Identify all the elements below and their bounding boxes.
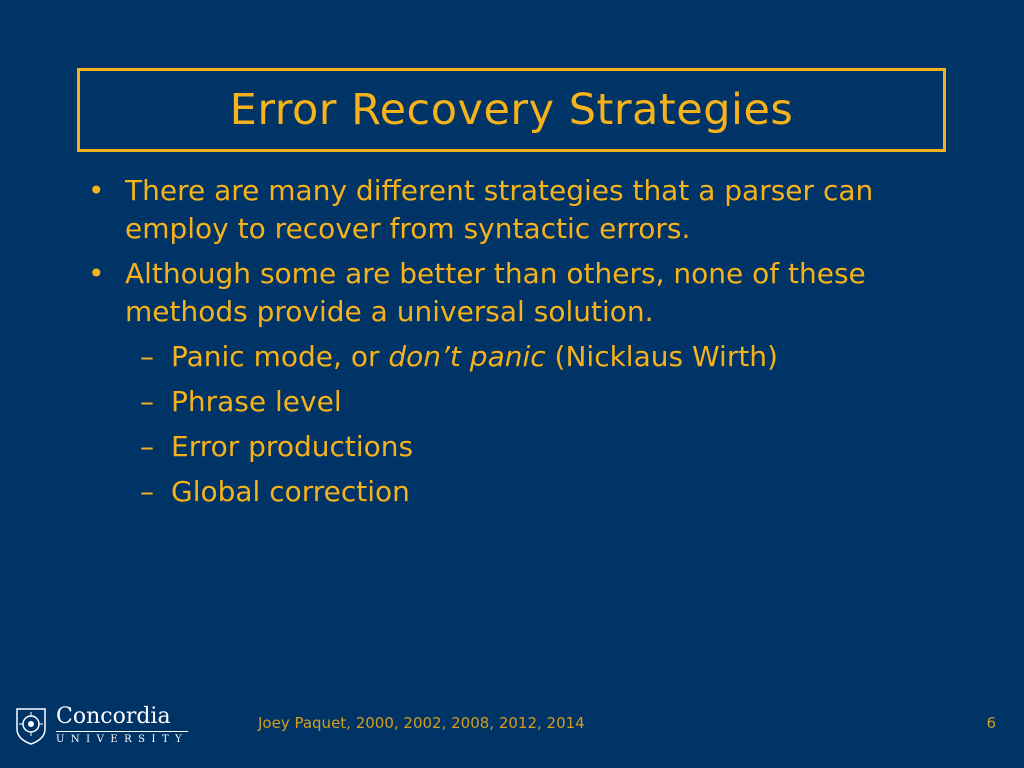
bullet-item xyxy=(88,255,968,331)
bullet-dot-icon: • xyxy=(88,257,105,290)
footer-credit: Joey Paquet, 2000, 2002, 2008, 2012, 2014 xyxy=(258,714,585,732)
sub-bullet-text: Error productions xyxy=(171,430,414,463)
slide-body xyxy=(88,172,968,518)
logo-subtitle: UNIVERSITY xyxy=(56,731,188,745)
sub-bullet-text: Phrase level xyxy=(171,385,342,418)
sub-bullet-suffix: (Nicklaus Wirth) xyxy=(545,340,778,373)
logo-name: Concordia xyxy=(56,704,171,729)
bullet-item xyxy=(88,172,968,248)
sub-bullet-item xyxy=(140,383,968,421)
sub-bullet-item xyxy=(140,338,968,376)
bullet-text: Although some are better than others, none of these methods provide a universal solution. xyxy=(125,257,866,328)
bullet-dot-icon: • xyxy=(88,174,105,207)
sub-bullet-item xyxy=(140,428,968,466)
bullet-text: There are many different strategies that a parser can employ to recover from syntactic errors. xyxy=(125,174,874,245)
university-logo xyxy=(14,706,188,745)
sub-bullet-text xyxy=(171,338,778,376)
logo-wordmark xyxy=(56,706,188,745)
seal-icon xyxy=(14,707,48,745)
sub-bullet-text: Global correction xyxy=(171,475,410,508)
slide-title-box xyxy=(77,68,946,152)
sub-bullet-item xyxy=(140,473,968,511)
slide-title: Error Recovery Strategies xyxy=(229,85,794,135)
dash-icon: – xyxy=(140,475,154,508)
dash-icon: – xyxy=(140,430,154,463)
dash-icon: – xyxy=(140,385,154,418)
page-number: 6 xyxy=(986,714,996,732)
sub-bullet-italic: don’t panic xyxy=(388,340,546,373)
sub-bullet-prefix: Panic mode, or xyxy=(171,340,389,373)
dash-icon: – xyxy=(140,340,154,373)
